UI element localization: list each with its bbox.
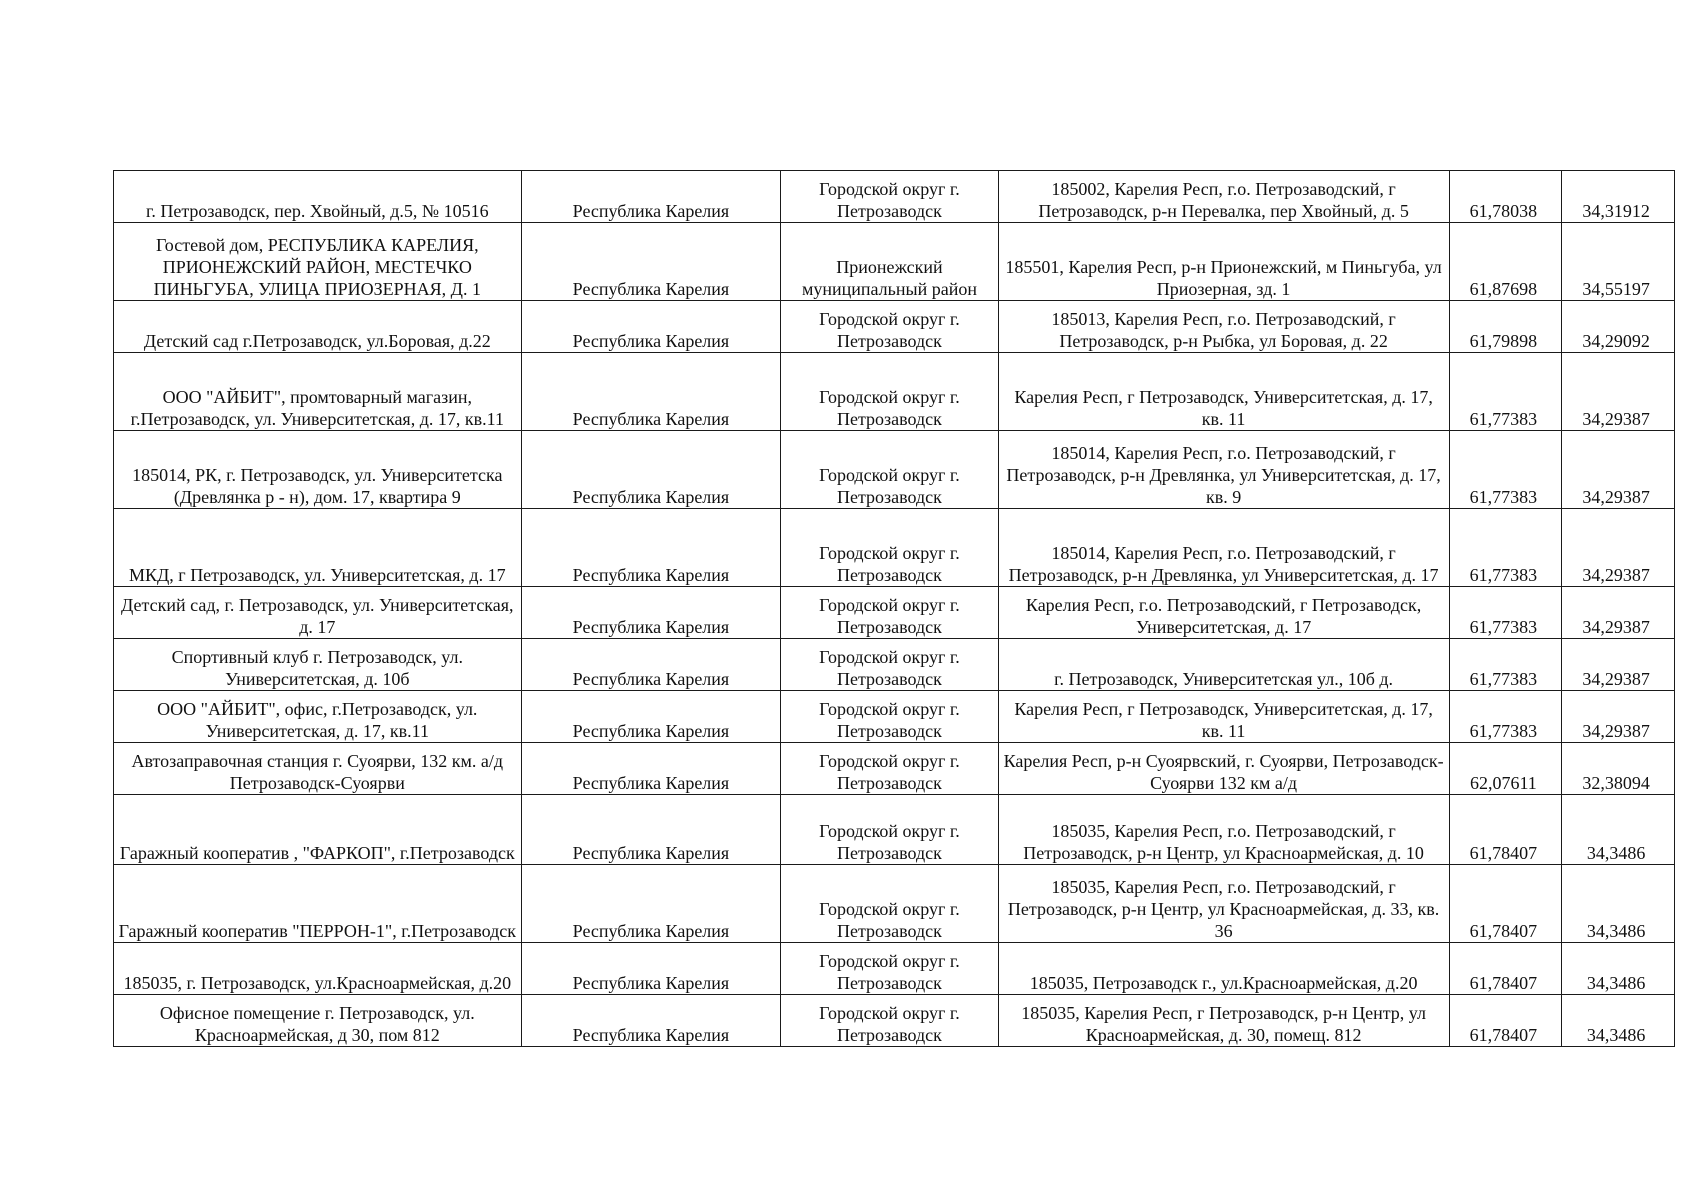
cell-municipality: Городской округ г. Петрозаводск	[781, 171, 998, 223]
cell-address: 185013, Карелия Респ, г.о. Петрозаводский, г Петрозаводск, р-н Рыбка, ул Боровая, д. 22	[998, 301, 1449, 353]
cell-object-name: Гаражный кооператив "ПЕРРОН-1", г.Петрозаводск	[114, 865, 522, 943]
cell-municipality: Городской округ г. Петрозаводск	[781, 587, 998, 639]
cell-municipality: Городской округ г. Петрозаводск	[781, 795, 998, 865]
cell-region: Республика Карелия	[521, 943, 781, 995]
cell-object-name: 185035, г. Петрозаводск, ул.Красноармейская, д.20	[114, 943, 522, 995]
cell-latitude: 61,78407	[1449, 795, 1562, 865]
cell-address: 185014, Карелия Респ, г.о. Петрозаводский, г Петрозаводск, р-н Древлянка, ул Университетская, д. 17, кв. 9	[998, 431, 1449, 509]
cell-longitude: 34,55197	[1562, 223, 1675, 301]
cell-municipality: Городской округ г. Петрозаводск	[781, 353, 998, 431]
cell-latitude: 61,77383	[1449, 691, 1562, 743]
cell-region: Республика Карелия	[521, 691, 781, 743]
cell-address: Карелия Респ, г.о. Петрозаводский, г Петрозаводск, Университетская, д. 17	[998, 587, 1449, 639]
cell-longitude: 34,29387	[1562, 587, 1675, 639]
cell-latitude: 61,77383	[1449, 639, 1562, 691]
cell-region: Республика Карелия	[521, 743, 781, 795]
table-row	[114, 943, 1675, 995]
cell-latitude: 62,07611	[1449, 743, 1562, 795]
cell-object-name: Детский сад, г. Петрозаводск, ул. Университетская, д. 17	[114, 587, 522, 639]
cell-latitude: 61,78407	[1449, 995, 1562, 1047]
cell-municipality: Городской округ г. Петрозаводск	[781, 301, 998, 353]
table-row	[114, 587, 1675, 639]
cell-latitude: 61,78407	[1449, 943, 1562, 995]
cell-address: 185014, Карелия Респ, г.о. Петрозаводский, г Петрозаводск, р-н Древлянка, ул Университетская, д. 17	[998, 509, 1449, 587]
cell-address: 185501, Карелия Респ, р-н Прионежский, м Пиньгуба, ул Приозерная, зд. 1	[998, 223, 1449, 301]
cell-municipality: Городской округ г. Петрозаводск	[781, 995, 998, 1047]
cell-latitude: 61,78407	[1449, 865, 1562, 943]
cell-region: Республика Карелия	[521, 431, 781, 509]
table-row	[114, 743, 1675, 795]
cell-longitude: 34,3486	[1562, 995, 1675, 1047]
cell-object-name: Гостевой дом, РЕСПУБЛИКА КАРЕЛИЯ, ПРИОНЕЖСКИЙ РАЙОН, МЕСТЕЧКО ПИНЬГУБА, УЛИЦА ПРИОЗЕРНАЯ, Д. 1	[114, 223, 522, 301]
table-row	[114, 865, 1675, 943]
cell-address: 185035, Карелия Респ, г.о. Петрозаводский, г Петрозаводск, р-н Центр, ул Красноармейская, д. 10	[998, 795, 1449, 865]
table-row	[114, 301, 1675, 353]
cell-longitude: 34,29387	[1562, 691, 1675, 743]
cell-region: Республика Карелия	[521, 223, 781, 301]
cell-region: Республика Карелия	[521, 865, 781, 943]
cell-region: Республика Карелия	[521, 301, 781, 353]
cell-address: 185002, Карелия Респ, г.о. Петрозаводский, г Петрозаводск, р-н Перевалка, пер Хвойный, д. 5	[998, 171, 1449, 223]
cell-object-name: Автозаправочная станция г. Суоярви, 132 км. а/д Петрозаводск-Суоярви	[114, 743, 522, 795]
cell-region: Республика Карелия	[521, 587, 781, 639]
table-body	[114, 171, 1675, 1047]
cell-latitude: 61,87698	[1449, 223, 1562, 301]
cell-longitude: 34,29092	[1562, 301, 1675, 353]
cell-object-name: Гаражный кооператив , "ФАРКОП", г.Петрозаводск	[114, 795, 522, 865]
cell-object-name: 185014, РК, г. Петрозаводск, ул. Университетска (Древлянка р - н), дом. 17, квартира 9	[114, 431, 522, 509]
cell-region: Республика Карелия	[521, 353, 781, 431]
cell-latitude: 61,78038	[1449, 171, 1562, 223]
cell-longitude: 34,29387	[1562, 509, 1675, 587]
cell-region: Республика Карелия	[521, 509, 781, 587]
table-row	[114, 171, 1675, 223]
cell-region: Республика Карелия	[521, 639, 781, 691]
cell-longitude: 34,29387	[1562, 639, 1675, 691]
table-row	[114, 691, 1675, 743]
table-row	[114, 995, 1675, 1047]
cell-longitude: 34,29387	[1562, 431, 1675, 509]
cell-address: г. Петрозаводск, Университетская ул., 10б д.	[998, 639, 1449, 691]
cell-address: Карелия Респ, г Петрозаводск, Университетская, д. 17, кв. 11	[998, 353, 1449, 431]
table-row	[114, 509, 1675, 587]
cell-municipality: Городской округ г. Петрозаводск	[781, 691, 998, 743]
cell-latitude: 61,77383	[1449, 587, 1562, 639]
table-row	[114, 223, 1675, 301]
cell-longitude: 34,31912	[1562, 171, 1675, 223]
cell-object-name: ООО "АЙБИТ", промтоварный магазин, г.Петрозаводск, ул. Университетская, д. 17, кв.11	[114, 353, 522, 431]
cell-municipality: Прионежский муниципальный район	[781, 223, 998, 301]
cell-address: 185035, Карелия Респ, г Петрозаводск, р-н Центр, ул Красноармейская, д. 30, помещ. 812	[998, 995, 1449, 1047]
cell-region: Республика Карелия	[521, 171, 781, 223]
cell-address: 185035, Карелия Респ, г.о. Петрозаводский, г Петрозаводск, р-н Центр, ул Красноармейская, д. 33, кв. 36	[998, 865, 1449, 943]
cell-object-name: Детский сад г.Петрозаводск, ул.Боровая, д.22	[114, 301, 522, 353]
cell-object-name: Офисное помещение г. Петрозаводск, ул. Красноармейская, д 30, пом 812	[114, 995, 522, 1047]
cell-latitude: 61,77383	[1449, 431, 1562, 509]
cell-municipality: Городской округ г. Петрозаводск	[781, 865, 998, 943]
cell-object-name: Спортивный клуб г. Петрозаводск, ул. Университетская, д. 10б	[114, 639, 522, 691]
cell-municipality: Городской округ г. Петрозаводск	[781, 743, 998, 795]
addresses-table	[113, 170, 1675, 1047]
cell-object-name: г. Петрозаводск, пер. Хвойный, д.5, № 10516	[114, 171, 522, 223]
cell-latitude: 61,77383	[1449, 509, 1562, 587]
cell-region: Республика Карелия	[521, 995, 781, 1047]
cell-latitude: 61,77383	[1449, 353, 1562, 431]
cell-municipality: Городской округ г. Петрозаводск	[781, 639, 998, 691]
cell-address: Карелия Респ, р-н Суоярвский, г. Суоярви, Петрозаводск-Суоярви 132 км а/д	[998, 743, 1449, 795]
cell-region: Республика Карелия	[521, 795, 781, 865]
cell-latitude: 61,79898	[1449, 301, 1562, 353]
cell-municipality: Городской округ г. Петрозаводск	[781, 509, 998, 587]
table-row	[114, 431, 1675, 509]
cell-municipality: Городской округ г. Петрозаводск	[781, 943, 998, 995]
cell-municipality: Городской округ г. Петрозаводск	[781, 431, 998, 509]
cell-object-name: МКД, г Петрозаводск, ул. Университетская, д. 17	[114, 509, 522, 587]
table-row	[114, 353, 1675, 431]
cell-longitude: 34,3486	[1562, 943, 1675, 995]
cell-object-name: ООО "АЙБИТ", офис, г.Петрозаводск, ул. Университетская, д. 17, кв.11	[114, 691, 522, 743]
cell-longitude: 34,3486	[1562, 795, 1675, 865]
cell-longitude: 32,38094	[1562, 743, 1675, 795]
cell-longitude: 34,29387	[1562, 353, 1675, 431]
cell-longitude: 34,3486	[1562, 865, 1675, 943]
table-row	[114, 639, 1675, 691]
cell-address: 185035, Петрозаводск г., ул.Красноармейская, д.20	[998, 943, 1449, 995]
cell-address: Карелия Респ, г Петрозаводск, Университетская, д. 17, кв. 11	[998, 691, 1449, 743]
table-row	[114, 795, 1675, 865]
